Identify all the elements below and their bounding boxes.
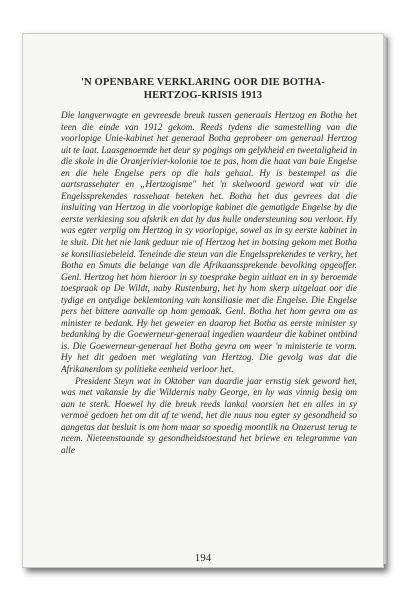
chapter-heading-line-1: 'N OPENBARE VERKLARING OOR DIE BOTHA- [81,77,325,88]
chapter-heading [23,76,383,102]
page-number: 194 [194,552,212,564]
body-text [61,111,357,457]
paragraph-2: President Steyn wat in Oktober van daardie jaar ernstig siek geword het, was met vakansie by die Wildernis naby George, en hy was vinnig besig om aan te sterk. Hoewel hy die breuk reeds lankal voorsien het en alles in sy vermoë gedoen het om dit af te wend, het die nuus nou egter sy gesondheid so aangetas dat besluit is om hom maar so spoedig moontlik na Onzerust terug te neem. Nieteenstaande sy gesondheidstoestand het briewe en telegramme van alle [61,376,357,456]
book-page [22,33,384,568]
page-edge-shadow [384,38,388,564]
chapter-heading-line-2: HERTZOG-KRISIS 1913 [143,90,263,101]
paragraph-1: Die langverwagte en gevreesde breuk tussen generaals Hertzog en Botha het teen die einde van 1912 gekom. Reeds tydens die samestelling van die voorlopige Unie-kabinet het generaal Botha geprobeer om generaal Hertzog uit te laat. Laasgenoemde het deur sy pogings om gelykheid en tweetaligheid in die skole in die Oranjerivier-kolonie toe te pas, hom die haat van baie Engelse en die hele Engelse pers op die hals gehaal. Hy is bestempel as die aartsrassehater en „Hertzogisme" het 'n skelwoord geword wat vir die Engelssprekendes rassehaat beteken het. Botha het dus gevrees dat die insluiting van Hertzog in die voorlopige kabinet die gematigde Engelse by die eerste verkiesing sou afskrik en dat hy dus hulle ondersteuning sou verloor. Hy was egter verplig om Hertzog in sy voorlopige, sowel as in sy eerste kabinet in te sluit. Dit het nie lank geduur nie of Hertzog het in botsing gekom met Botha se konsiliasiebeleid. Teneinde die steun van die Engelssprekendes te verkry, het Botha en Smuts die belange van die Afrikaanssprekende bevolking opgeoffer. Genl. Hertzog het hom hieroor in sy toesprake begin uitlaat en in sy beroemde toespraak op De Wildt, naby Rustenburg, het hy hom skerp uitgelaat oor die tydige en ontydige beklemtoning van konsiliasie met die Engelse. Die Engelse pers het bittere aanvalle op hom gemaak. Genl. Botha het hom gevra om as minister te bedank. Hy het geweier en daarop het Botha as eerste minister sy bedanking by die Goewerneur-generaal ingedien waardeur die kabinet ontbind is. Die Goewerneur-generaal het Botha gevra om weer 'n ministerie te vorm. Hy het dit gedoen met weglating van Hertzog. Die gevolg was dat die Afrikanerdom sy politieke eenheid verloor het. [61,111,357,376]
